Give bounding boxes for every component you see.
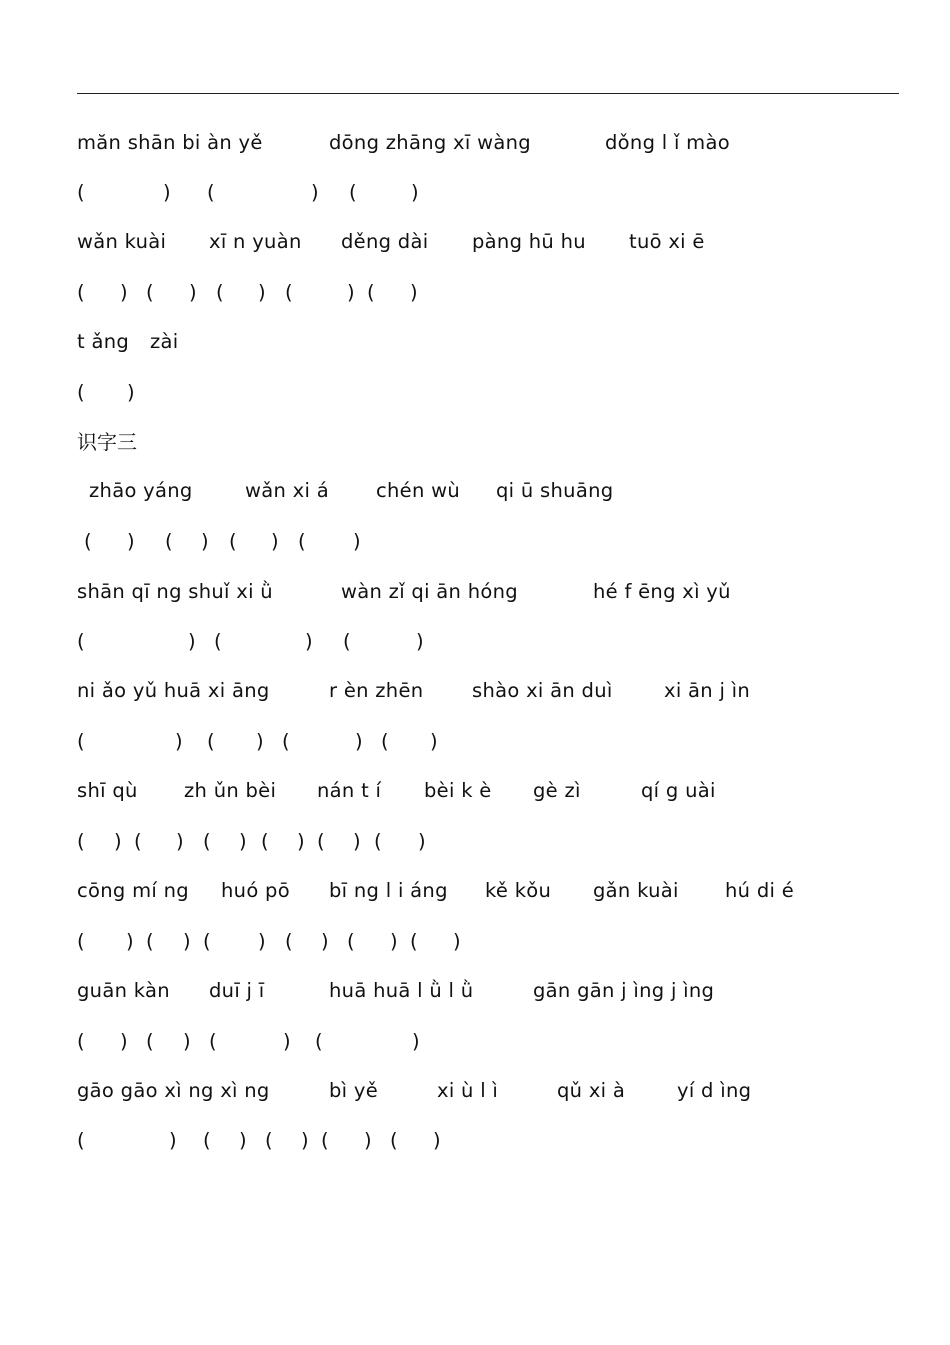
- blank-close-paren: ): [163, 181, 171, 204]
- pinyin-word: bī ng l i áng: [329, 879, 448, 902]
- blank-close-paren: ): [183, 1030, 191, 1053]
- blank-close-paren: ): [188, 630, 196, 653]
- blank-open-paren: (: [203, 1129, 211, 1152]
- blank-open-paren: (: [77, 730, 85, 753]
- blank-open-paren: (: [77, 830, 85, 853]
- pinyin-word: shī qù: [77, 779, 138, 802]
- blank-open-paren: (: [381, 730, 389, 753]
- blank-close-paren: ): [271, 530, 279, 553]
- pinyin-word: yí d ìng: [677, 1079, 752, 1102]
- blank-close-paren: ): [127, 381, 135, 404]
- blank-open-paren: (: [77, 1030, 85, 1053]
- pinyin-word: shào xi ān duì: [472, 679, 613, 702]
- blank-open-paren: (: [77, 281, 85, 304]
- blank-close-paren: ): [305, 630, 313, 653]
- pinyin-word: zh ǔn bèi: [184, 779, 277, 802]
- blank-open-paren: (: [285, 281, 293, 304]
- pinyin-word: măn shān bi àn yě: [77, 131, 263, 154]
- pinyin-word: xi ù l ì: [437, 1079, 499, 1102]
- blank-open-paren: (: [165, 530, 173, 553]
- blank-open-paren: (: [367, 281, 375, 304]
- blank-open-paren: (: [84, 530, 92, 553]
- blank-close-paren: ): [127, 530, 135, 553]
- blank-open-paren: (: [390, 1129, 398, 1152]
- pinyin-word: r èn zhēn: [329, 679, 424, 702]
- blank-open-paren: (: [134, 830, 142, 853]
- blank-close-paren: ): [189, 281, 197, 304]
- pinyin-word: pàng hū hu: [472, 230, 586, 253]
- pinyin-word: guān kàn: [77, 979, 170, 1002]
- pinyin-word: zhāo yáng: [89, 479, 193, 502]
- pinyin-word: dōng zhāng xī wàng: [329, 131, 531, 154]
- blank-open-paren: (: [317, 830, 325, 853]
- blank-close-paren: ): [347, 281, 355, 304]
- pinyin-word: gǎn kuài: [593, 879, 679, 902]
- blank-close-paren: ): [175, 730, 183, 753]
- pinyin-word: xi ān j ìn: [664, 679, 751, 702]
- blank-open-paren: (: [315, 1030, 323, 1053]
- blank-close-paren: ): [411, 181, 419, 204]
- pinyin-word: děng dài: [341, 230, 429, 253]
- pinyin-word: wǎn xi á: [245, 479, 329, 502]
- blank-close-paren: ): [355, 730, 363, 753]
- pinyin-word: qi ū shuāng: [496, 479, 614, 502]
- blank-open-paren: (: [282, 730, 290, 753]
- pinyin-word: kě kǒu: [485, 879, 552, 902]
- section-heading: 识字三: [77, 430, 137, 454]
- blank-close-paren: ): [239, 830, 247, 853]
- blank-close-paren: ): [183, 930, 191, 953]
- blank-close-paren: ): [120, 1030, 128, 1053]
- blank-close-paren: ): [120, 281, 128, 304]
- blank-close-paren: ): [418, 830, 426, 853]
- pinyin-word: huó pō: [221, 879, 290, 902]
- blank-close-paren: ): [353, 530, 361, 553]
- blank-open-paren: (: [298, 530, 306, 553]
- blank-close-paren: ): [390, 930, 398, 953]
- pinyin-word: duī j ī: [209, 979, 265, 1002]
- blank-open-paren: (: [209, 1030, 217, 1053]
- blank-close-paren: ): [258, 281, 266, 304]
- blank-close-paren: ): [311, 181, 319, 204]
- pinyin-word: qǔ xi à: [557, 1079, 626, 1102]
- pinyin-word: t ǎng: [77, 330, 130, 353]
- pinyin-word: bì yě: [329, 1079, 379, 1102]
- blank-open-paren: (: [349, 181, 357, 204]
- blank-close-paren: ): [364, 1129, 372, 1152]
- blank-close-paren: ): [430, 730, 438, 753]
- blank-open-paren: (: [321, 1129, 329, 1152]
- blank-close-paren: ): [416, 630, 424, 653]
- pinyin-word: bèi k è: [424, 779, 492, 802]
- blank-close-paren: ): [239, 1129, 247, 1152]
- pinyin-word: cōng mí ng: [77, 879, 189, 902]
- pinyin-word: chén wù: [376, 479, 461, 502]
- pinyin-word: xī n yuàn: [209, 230, 302, 253]
- blank-open-paren: (: [77, 181, 85, 204]
- pinyin-word: nán t í: [317, 779, 382, 802]
- blank-open-paren: (: [77, 381, 85, 404]
- blank-close-paren: ): [258, 930, 266, 953]
- blank-open-paren: (: [77, 630, 85, 653]
- blank-open-paren: (: [374, 830, 382, 853]
- pinyin-word: hé f ēng xì yǔ: [593, 580, 731, 603]
- pinyin-word: dǒng l ǐ mào: [605, 131, 730, 154]
- blank-open-paren: (: [207, 730, 215, 753]
- blank-close-paren: ): [256, 730, 264, 753]
- blank-close-paren: ): [412, 1030, 420, 1053]
- pinyin-word: ni ǎo yǔ huā xi āng: [77, 679, 270, 702]
- blank-open-paren: (: [207, 181, 215, 204]
- pinyin-word: wàn zǐ qi ān hóng: [341, 580, 518, 603]
- blank-open-paren: (: [343, 630, 351, 653]
- pinyin-word: gāo gāo xì ng xì ng: [77, 1079, 270, 1102]
- pinyin-word: gè zì: [533, 779, 581, 802]
- blank-open-paren: (: [146, 1030, 154, 1053]
- blank-open-paren: (: [203, 930, 211, 953]
- blank-close-paren: ): [283, 1030, 291, 1053]
- blank-open-paren: (: [229, 530, 237, 553]
- pinyin-word: tuō xi ē: [629, 230, 705, 253]
- blank-close-paren: ): [126, 930, 134, 953]
- blank-close-paren: ): [453, 930, 461, 953]
- blank-close-paren: ): [433, 1129, 441, 1152]
- blank-open-paren: (: [77, 1129, 85, 1152]
- blank-open-paren: (: [261, 830, 269, 853]
- blank-close-paren: ): [353, 830, 361, 853]
- pinyin-word: huā huā l ǜ l ǜ: [329, 979, 474, 1002]
- blank-close-paren: ): [176, 830, 184, 853]
- blank-open-paren: (: [347, 930, 355, 953]
- pinyin-word: hú di é: [725, 879, 795, 902]
- blank-open-paren: (: [285, 930, 293, 953]
- blank-close-paren: ): [114, 830, 122, 853]
- blank-close-paren: ): [321, 930, 329, 953]
- pinyin-word: shān qī ng shuǐ xi ǜ: [77, 580, 273, 603]
- pinyin-word: zài: [150, 330, 179, 353]
- blank-open-paren: (: [146, 930, 154, 953]
- pinyin-word: gān gān j ìng j ìng: [533, 979, 715, 1002]
- blank-open-paren: (: [216, 281, 224, 304]
- blank-open-paren: (: [203, 830, 211, 853]
- blank-open-paren: (: [146, 281, 154, 304]
- blank-open-paren: (: [214, 630, 222, 653]
- blank-close-paren: ): [201, 530, 209, 553]
- blank-close-paren: ): [297, 830, 305, 853]
- pinyin-word: wǎn kuài: [77, 230, 167, 253]
- blank-close-paren: ): [301, 1129, 309, 1152]
- blank-open-paren: (: [77, 930, 85, 953]
- blank-open-paren: (: [410, 930, 418, 953]
- blank-close-paren: ): [169, 1129, 177, 1152]
- blank-open-paren: (: [265, 1129, 273, 1152]
- pinyin-word: qí g uài: [641, 779, 716, 802]
- blank-close-paren: ): [410, 281, 418, 304]
